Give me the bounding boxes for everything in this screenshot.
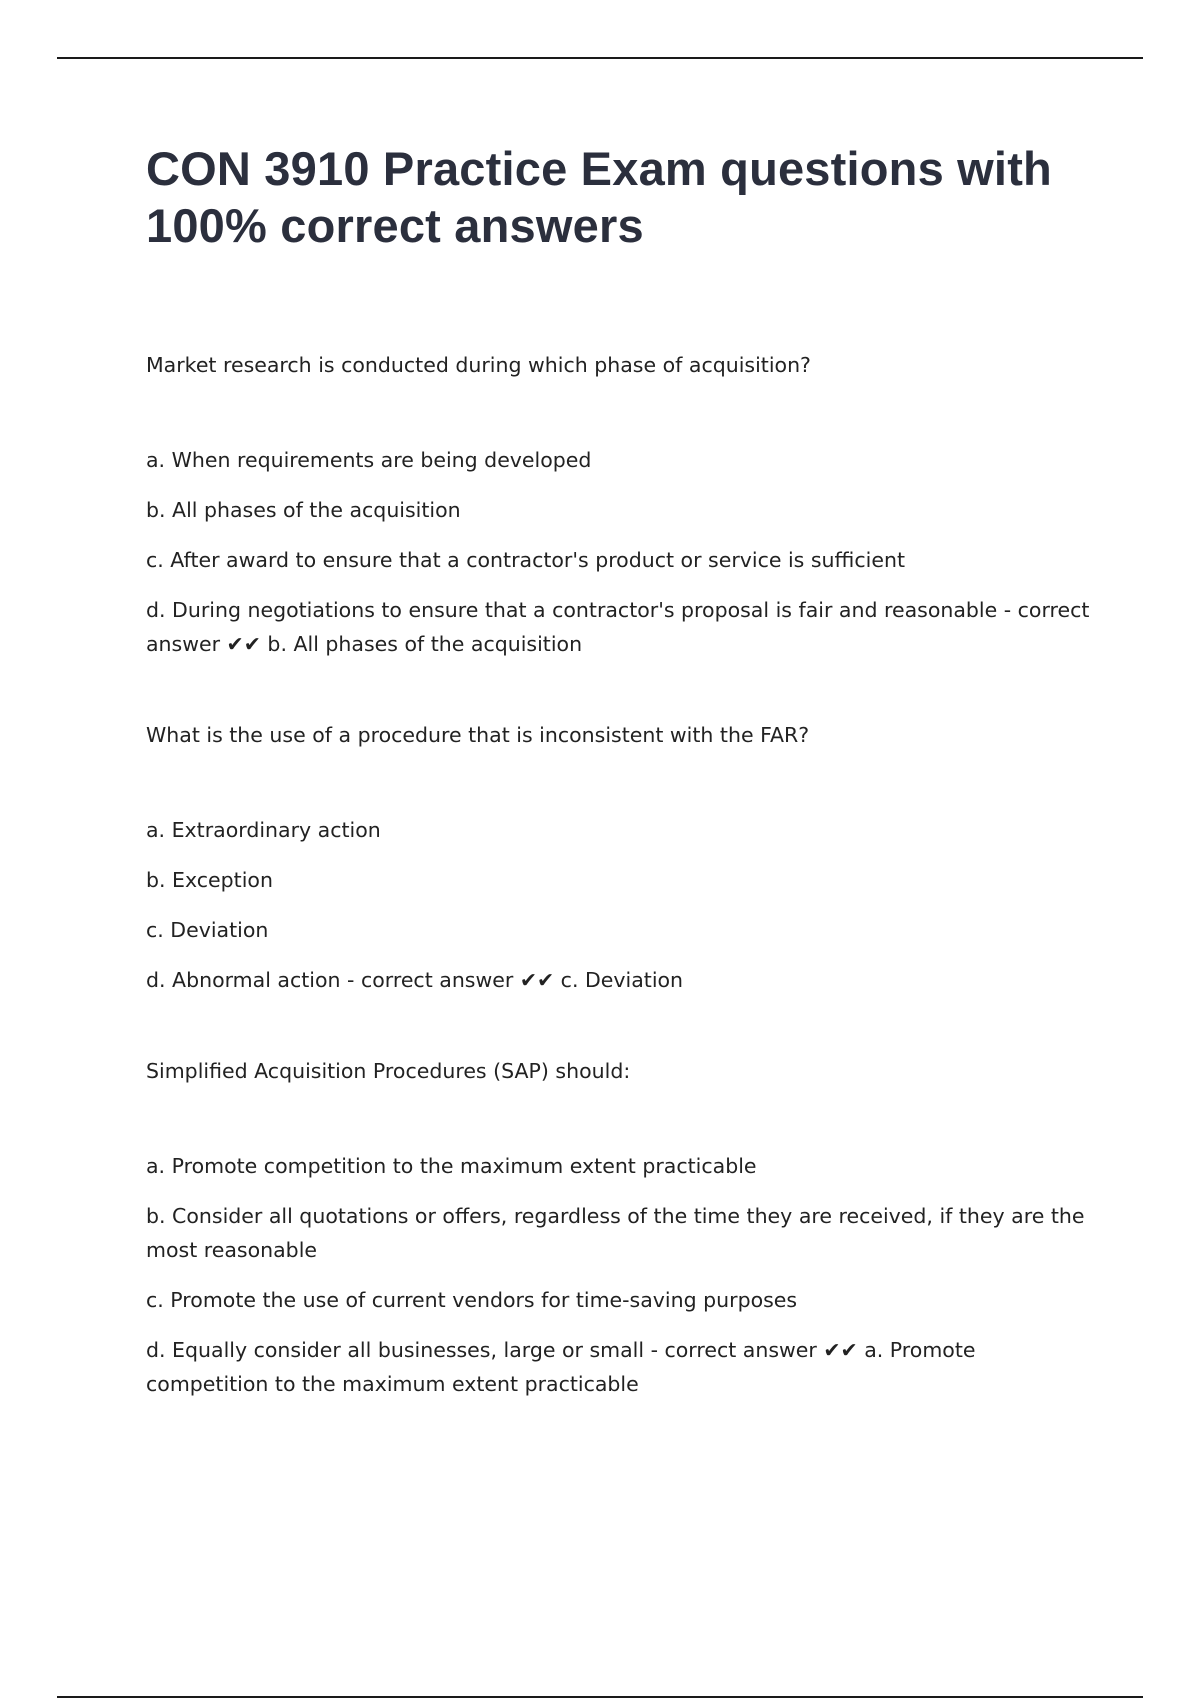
answer-option: c. Deviation	[146, 918, 269, 942]
answer-options	[146, 1149, 1096, 1401]
answer-option: b. Exception	[146, 868, 273, 892]
question-block	[146, 718, 1096, 997]
question-block	[146, 1054, 1096, 1401]
answer-option: a. When requirements are being developed	[146, 448, 592, 472]
question-text: What is the use of a procedure that is inconsistent with the FAR?	[146, 723, 810, 747]
answer-option-with-correct-answer: d. During negotiations to ensure that a contractor's proposal is fair and reasonable - correct answer ✔✔ b. All phases of the acquisition	[146, 598, 1090, 656]
answer-option-with-correct-answer: d. Equally consider all businesses, large or small - correct answer ✔✔ a. Promote competition to the maximum extent practicable	[146, 1338, 976, 1396]
answer-option-with-correct-answer: d. Abnormal action - correct answer ✔✔ c. Deviation	[146, 968, 684, 992]
bottom-rule	[57, 1696, 1143, 1698]
answer-options	[146, 813, 1096, 997]
answer-option: a. Promote competition to the maximum extent practicable	[146, 1154, 757, 1178]
answer-option: b. All phases of the acquisition	[146, 498, 461, 522]
document-body	[146, 140, 1096, 1401]
answer-option: c. Promote the use of current vendors for time-saving purposes	[146, 1288, 798, 1312]
top-rule	[57, 57, 1143, 59]
question-text: Market research is conducted during which phase of acquisition?	[146, 353, 811, 377]
answer-option: c. After award to ensure that a contractor's product or service is sufficient	[146, 548, 905, 572]
question-text: Simplified Acquisition Procedures (SAP) should:	[146, 1059, 631, 1083]
document-title: CON 3910 Practice Exam questions with 100% correct answers	[146, 142, 1052, 252]
answer-option: a. Extraordinary action	[146, 818, 381, 842]
answer-option: b. Consider all quotations or offers, regardless of the time they are received, if they are the most reasonable	[146, 1204, 1085, 1262]
answer-options	[146, 443, 1096, 661]
question-block	[146, 348, 1096, 661]
